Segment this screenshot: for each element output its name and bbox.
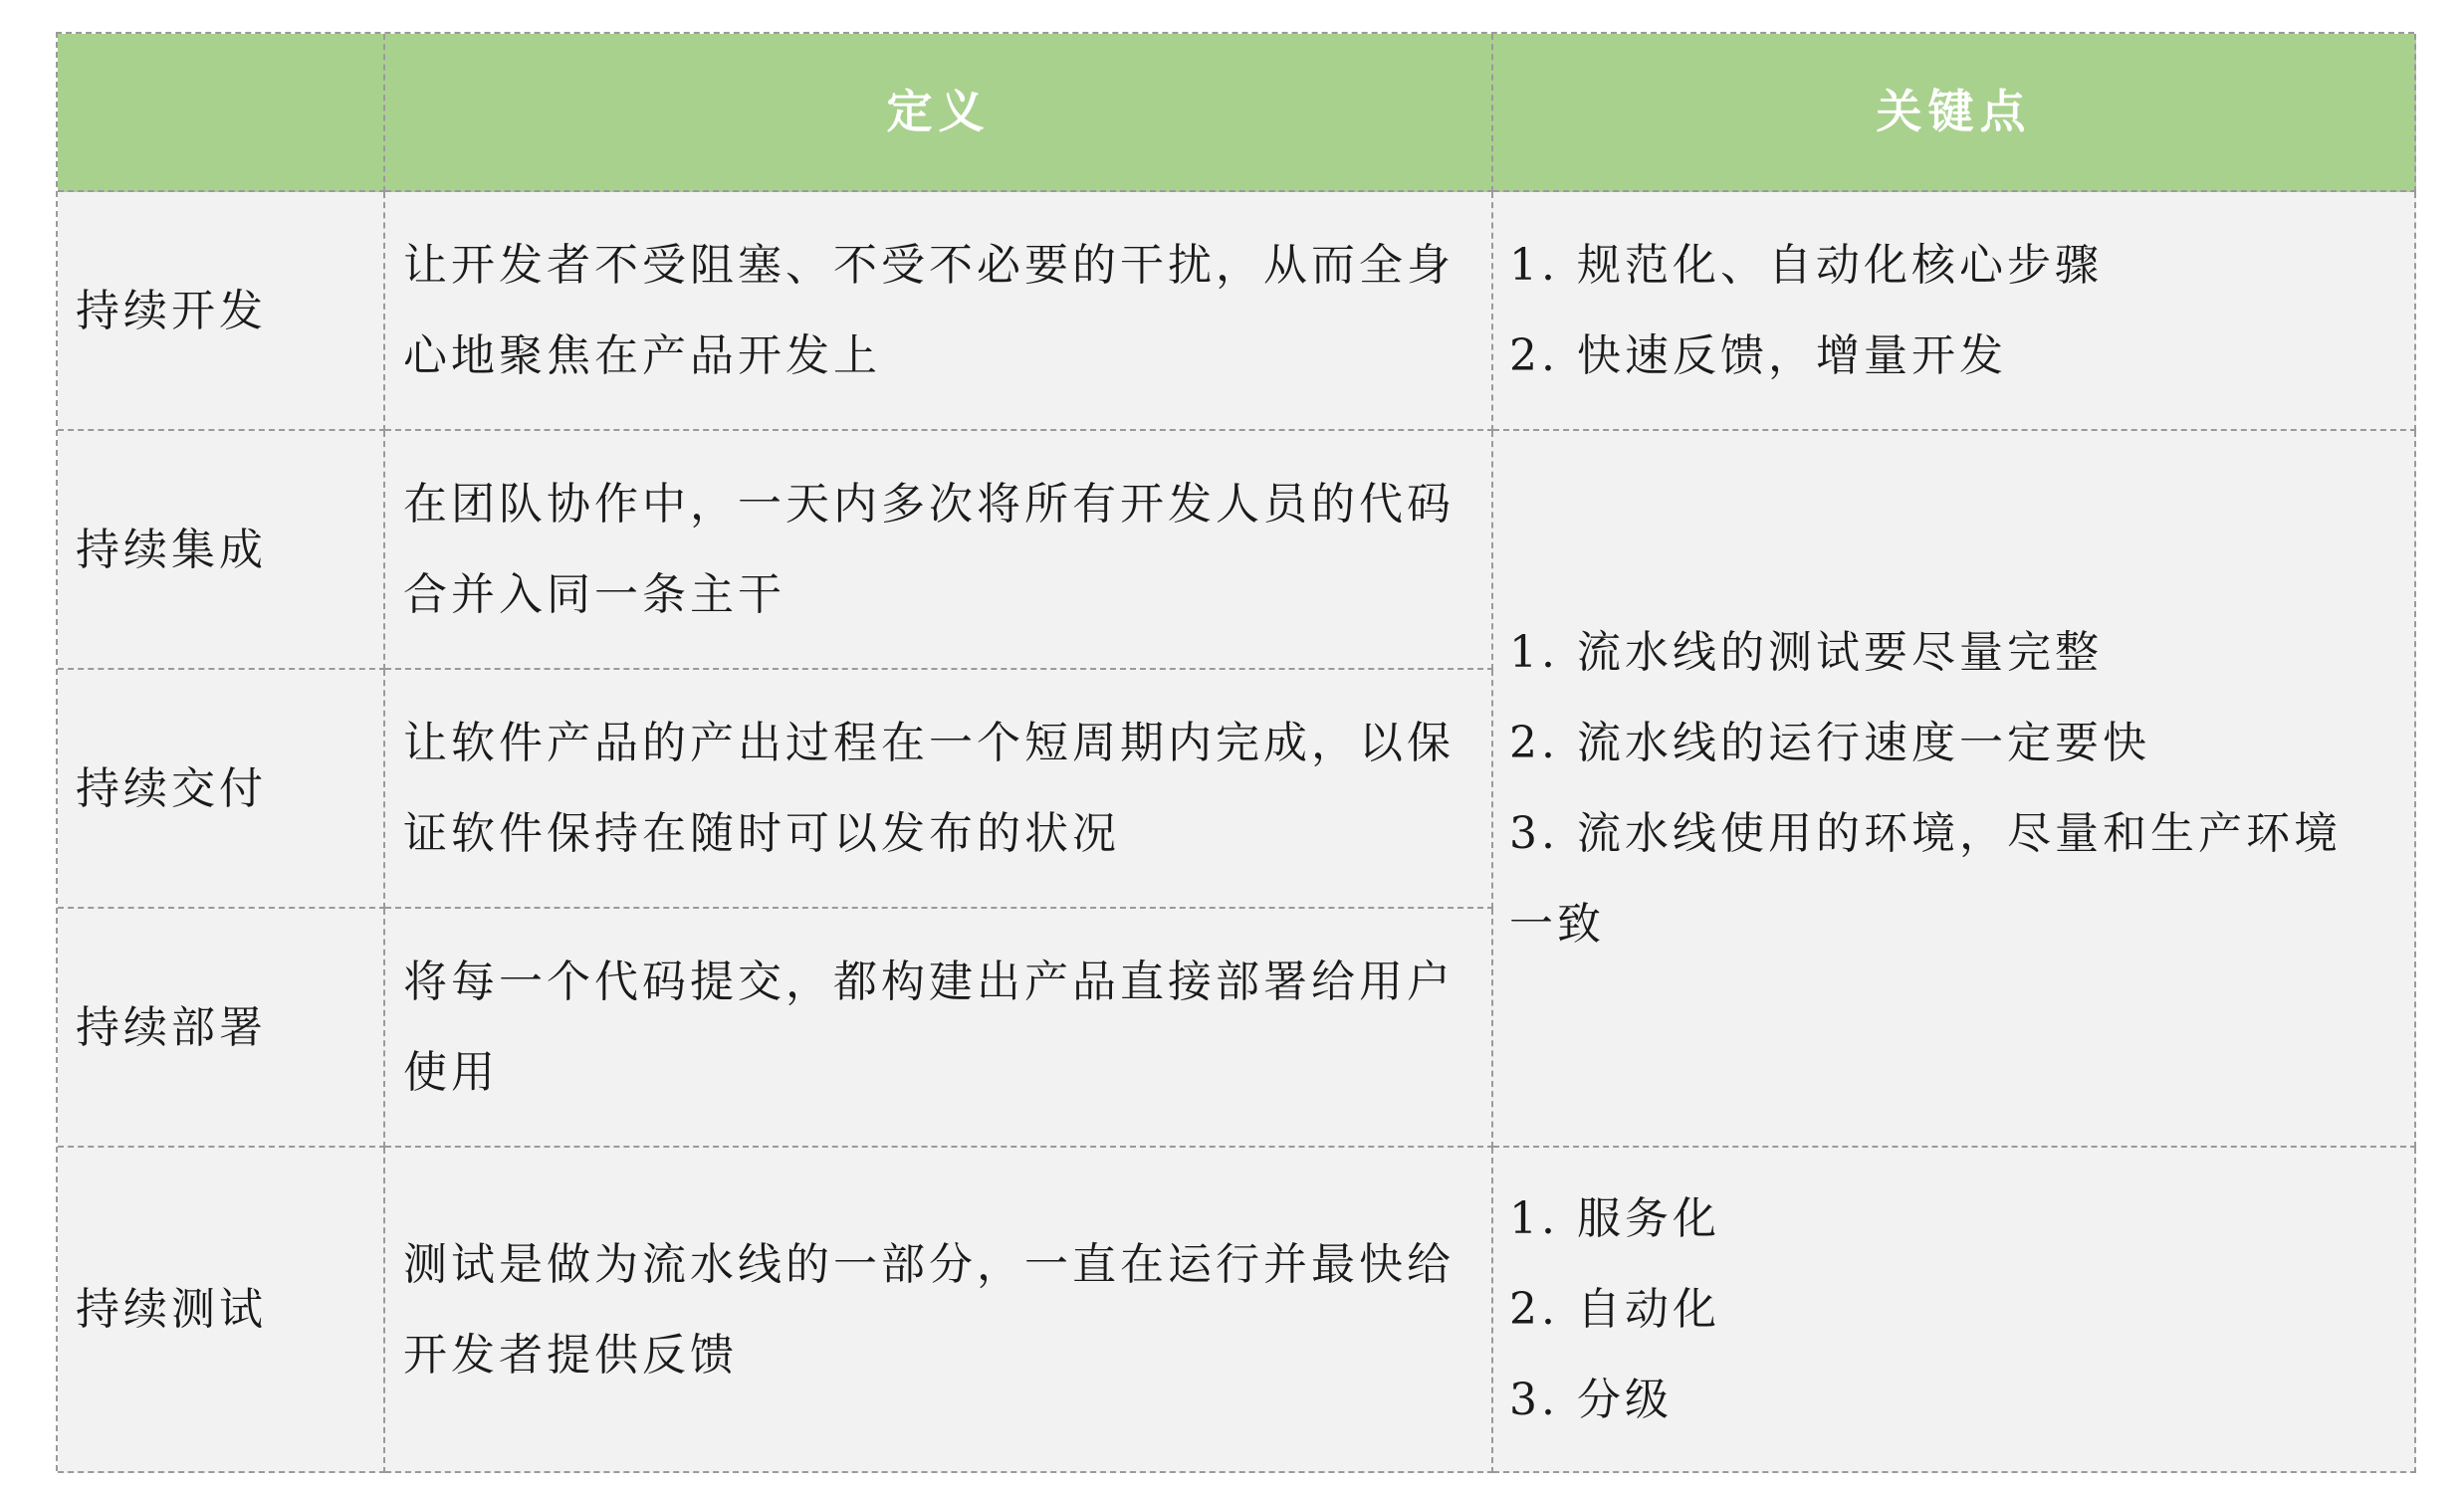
key-point-item: 2. 流水线的运行速度一定要快 (1509, 718, 2150, 768)
definition-text: 在团队协作中，一天内多次将所有开发人员的代码合并入同一条主干 (403, 479, 1455, 620)
row-name-continuous-development: 持续开发 (58, 192, 385, 431)
definition-text: 将每一个代码提交，都构建出产品直接部署给用户使用 (403, 957, 1455, 1098)
key-points-testing (1493, 1148, 2416, 1473)
practices-table (56, 32, 2414, 1471)
row-definition-continuous-integration (385, 431, 1493, 670)
key-point-item: 1. 规范化、自动化核心步骤 (1509, 240, 2103, 291)
definition-text: 让软件产品的产出过程在一个短周期内完成，以保证软件保持在随时可以发布的状况 (403, 718, 1455, 859)
key-point-item: 1. 流水线的测试要尽量完整 (1509, 627, 2103, 678)
definition-text: 让开发者不受阻塞、不受不必要的干扰，从而全身心地聚焦在产品开发上 (403, 240, 1455, 381)
row-definition-continuous-testing (385, 1148, 1493, 1473)
key-points-list (1509, 220, 2103, 401)
key-point-item: 2. 自动化 (1509, 1284, 1720, 1335)
header-cell-definition: 定义 (385, 34, 1493, 192)
row-definition-continuous-development (385, 192, 1493, 431)
key-point-item: 3. 分级 (1509, 1375, 1673, 1425)
row-name-continuous-integration: 持续集成 (58, 431, 385, 670)
row-definition-continuous-deployment (385, 909, 1493, 1148)
key-points-list (1509, 1173, 1720, 1445)
row-definition-continuous-delivery (385, 670, 1493, 909)
header-cell-key-points: 关键点 (1493, 34, 2416, 192)
key-points-pipeline (1493, 431, 2416, 1148)
key-point-item: 3. 流水线使用的环境，尽量和生产环境一致 (1509, 808, 2342, 950)
row-name-continuous-deployment: 持续部署 (58, 909, 385, 1148)
row-name-continuous-delivery: 持续交付 (58, 670, 385, 909)
row-name-continuous-testing: 持续测试 (58, 1148, 385, 1473)
header-cell-empty (58, 34, 385, 192)
key-point-item: 2. 快速反馈，增量开发 (1509, 330, 2007, 381)
key-point-item: 1. 服务化 (1509, 1193, 1720, 1244)
definition-text: 测试是做为流水线的一部分，一直在运行并最快给开发者提供反馈 (403, 1238, 1455, 1381)
key-points-development (1493, 192, 2416, 431)
key-points-list (1509, 607, 2366, 969)
